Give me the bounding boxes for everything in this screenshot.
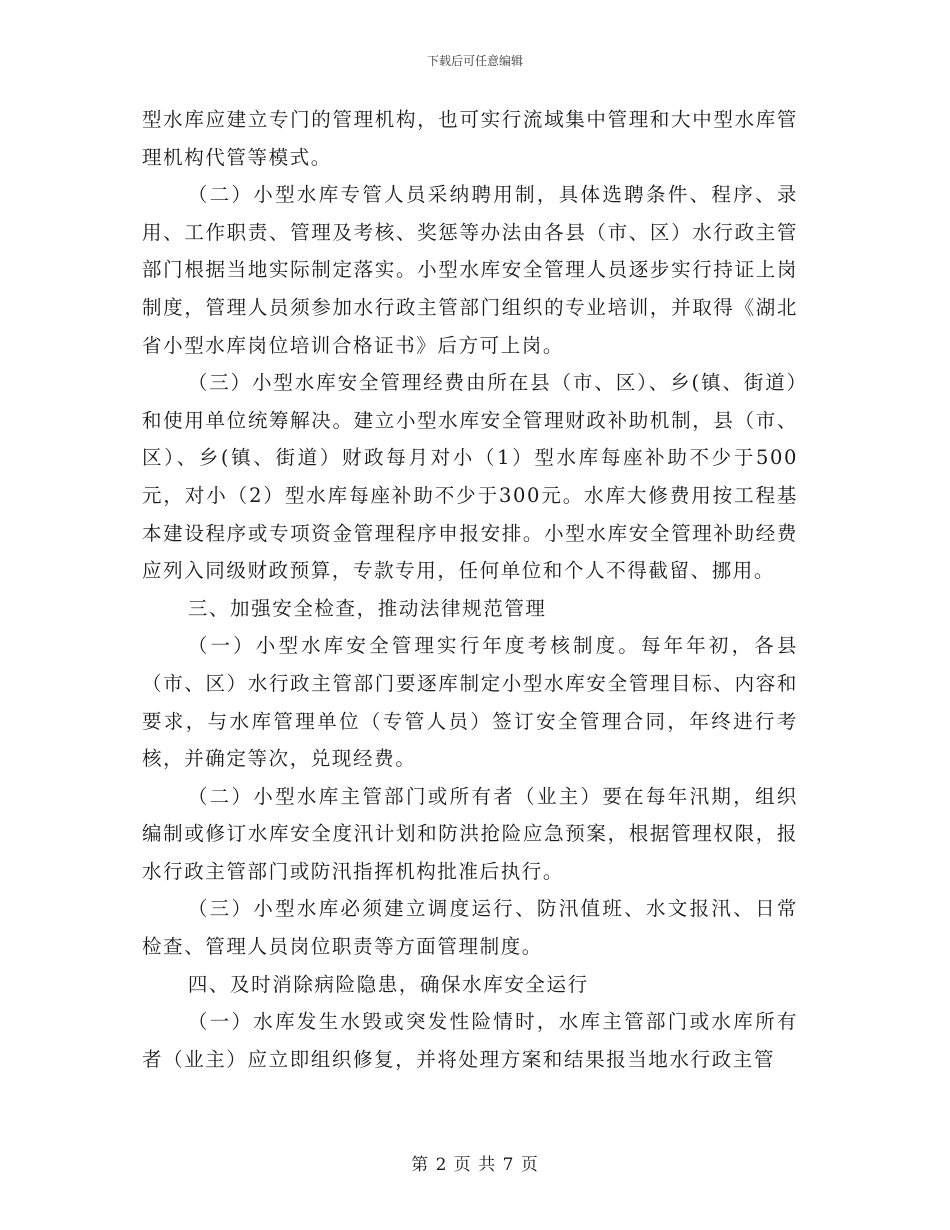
- page-header: 下载后可任意编辑: [426, 54, 523, 68]
- page-number-footer: 第 2 页 共 7 页: [411, 1155, 539, 1175]
- paragraph: （二）小型水库专管人员采纳聘用制，具体选聘条件、程序、录用、工作职责、管理及考核、奖惩等办法由各县（市、区）水行政主管部门根据当地实际制定落实。小型水库安全管理人员逐步实行持证上岗制度，管理人员须参加水行政主管部门组织的专业培训，并取得《湖北省小型水库岗位培训合格证书》后方可上岗。: [142, 183, 798, 357]
- paragraph: （三）小型水库必须建立调度运行、防汛值班、水文报汛、日常检查、管理人员岗位职责等方面管理制度。: [142, 897, 798, 959]
- section-heading: 三、加强安全检查，推动法律规范管理: [187, 596, 547, 620]
- paragraph: （二）小型水库主管部门或所有者（业主）要在每年汛期，组织编制或修订水库安全度汛计划和防洪抢险应急预案，根据管理权限，报水行政主管部门或防汛指挥机构批准后执行。: [142, 784, 798, 883]
- paragraph-continuation: 型水库应建立专门的管理机构，也可实行流域集中管理和大中型水库管理机构代管等模式。: [142, 108, 798, 169]
- section-heading: 四、及时消除病险隐患，确保水库安全运行: [187, 972, 589, 996]
- paragraph: （一）小型水库安全管理实行年度考核制度。每年年初，各县（市、区）水行政主管部门要逐库制定小型水库安全管理目标、内容和要求，与水库管理单位（专管人员）签订安全管理合同，年终进行考核，并确定等次，兑现经费。: [142, 634, 798, 771]
- document-body: [142, 101, 798, 1078]
- paragraph: （一）水库发生水毁或突发性险情时，水库主管部门或水库所有者（业主）应立即组织修复，并将处理方案和结果报当地水行政主管: [142, 1010, 798, 1071]
- paragraph: （三）小型水库安全管理经费由所在县（市、区）、乡(镇、街道）和使用单位统筹解决。建立小型水库安全管理财政补助机制，县（市、区）、乡(镇、街道）财政每月对小（1）型水库每座补助不少于500元，对小（2）型水库每座补助不少于300元。水库大修费用按工程基本建设程序或专项资金管理程序申报安排。小型水库安全管理补助经费应列入同级财政预算，专款专用，任何单位和个人不得截留、挪用。: [142, 371, 798, 583]
